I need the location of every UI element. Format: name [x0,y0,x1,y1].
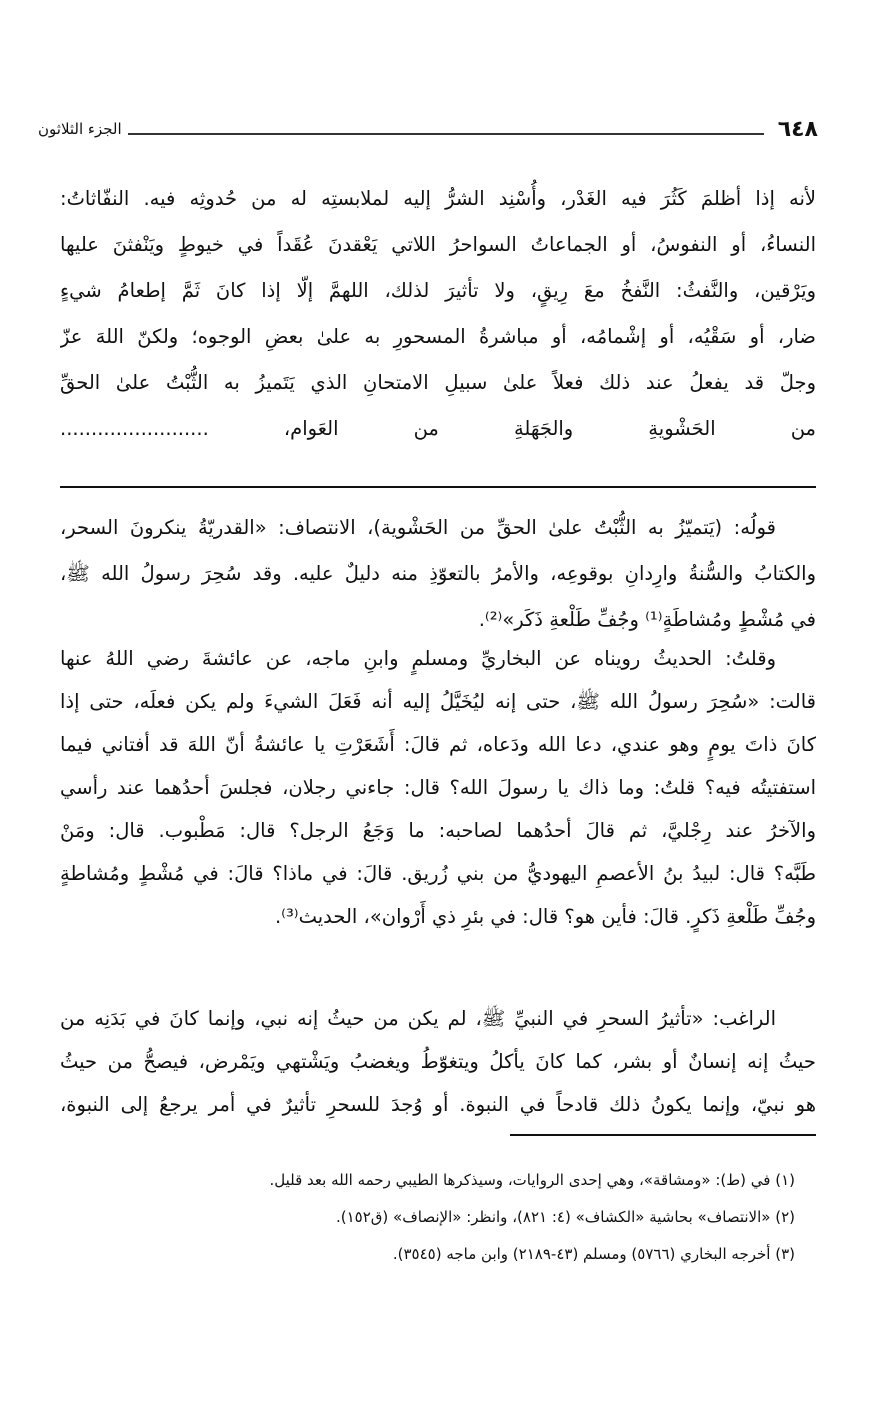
text-line: والكتابُ والسُّنةُ وارِدانِ بوقوعِه، والأمرُ بالتعوّذِ منه دليلٌ عليه. وقد سُحِرَ رسولُ الله ﷺ، [60,562,816,585]
text-line: هو نبيّ، وإنما يكونُ ذلك قادحاً في النبوة. أو وُجدَ للسحرِ تأثيرٌ في أمر يرجعُ إلى النبوة، [60,1093,816,1116]
footnote-1: (١) في (ط): «ومشاقة»، وهي إحدى الروايات، وسيذكرها الطيبي رحمه الله بعد قليل. [269,1171,795,1189]
text-line: من الحَشْويةِ والجَهَلةِ من العَوام، ........................ [60,417,816,440]
text-line: كانَ ذاتَ يومٍ وهو عندي، دعا الله ودَعاه، ثم قالَ: أَشَعَرْتِ يا عائشةُ أنّ اللهَ قد أفتاني فيما [60,733,816,756]
text-line: طَبَّه؟ قال: لبيدُ بنُ الأعصمِ اليهوديُّ من بني زُريق. قالَ: في ماذا؟ قالَ: في مُشْطٍ ومُشاطةٍ [60,862,816,885]
text-line: في مُشْطٍ ومُشاطَةٍ⁽¹⁾ وجُفِّ طَلْعةِ ذَكَر»⁽²⁾. [478,608,816,631]
commentary-paragraph-2 [60,637,816,938]
text-line: ضار، أو سَقْيُه، أو إشْمامُه، أو مباشرةُ المسحورِ به علىٰ بعضِ الوجوه؛ ولكنّ اللهَ عزّ [60,325,816,348]
text-line: وجُفِّ طَلْعةِ ذَكرٍ. قالَ: فأين هو؟ قال: في بئرِ ذي أَرْوان»، الحديث⁽³⁾. [274,905,816,928]
text-line: الراغب: «تأثيرُ السحرِ في النبيِّ ﷺ، لم يكن من حيثُ إنه نبي، وإنما كانَ في بَدَنِه من [60,1007,776,1030]
running-title: الجزء الثلاثون [38,120,122,138]
header-rule [128,133,764,135]
section-divider [60,486,816,488]
footnote-divider [510,1134,816,1136]
text-line: لأنه إذا أظلمَ كَثُرَ فيه الغَدْر، وأُسْنِد الشرُّ إليه لملابستِه له من حُدوثِه فيه. النفّاثاتُ: [60,187,816,210]
main-text [60,176,816,452]
footnote-2: (٢) «الانتصاف» بحاشية «الكشاف» (٤: ٨٢١)، وانظر: «الإنصاف» (ق١٥٢). [336,1208,795,1226]
text-line: والآخرُ عند رِجْليَّ، ثم قالَ أحدُهما لصاحبه: ما وَجَعُ الرجل؟ قال: مَطْبوب. قال: ومَنْ [60,819,816,842]
commentary-paragraph-3 [60,997,816,1126]
text-line: النساءُ، أو النفوسُ، أو الجماعاتُ السواحرُ اللاتي يَعْقدنَ عُقَداً في خيوطٍ ويَنْفثنَ عليها [60,233,816,256]
text-line: استفتيتُه فيه؟ قلتُ: وما ذاك يا رسولَ الله؟ قال: جاءني رجلان، فجلسَ أحدُهما عند رأسي [60,776,816,799]
text-line: قولُه: (يَتميّزُ به الثُّبْتُ علىٰ الحقِّ من الحَشْوية)، الانتصاف: «القدريّةُ ينكرونَ السحر، [60,516,776,539]
text-line: وجلّ قد يفعلُ عند ذلك فعلاً علىٰ سبيلِ الامتحانِ الذي يَتَميزُ به الثُّبْتُ علىٰ الحقِّ [60,371,816,394]
page-number: ٦٤٨ [777,116,818,142]
running-header [38,112,818,146]
text-line: ويَرْقين، والنَّفثُ: النَّفخُ معَ رِيقٍ، ولا تأثيرَ لذلك، اللهمَّ إلّا إذا كانَ ثَمَّ إطعامُ شيءٍ [60,279,816,302]
text-line: حيثُ إنه إنسانٌ أو بشر، كما كانَ يأكلُ ويتغوّطُ ويغضبُ ويَشْتهي ويَمْرض، فيصحُّ من حيثُ [60,1050,816,1073]
text-line: قالت: «سُحِرَ رسولُ الله ﷺ، حتى إنه ليُخَيَّلُ إليه أنه فَعَلَ الشيءَ ولم يكن فعلَه، حتى إذا [60,690,816,713]
footnote-3: (٣) أخرجه البخاري (٥٧٦٦) ومسلم (٤٣-٢١٨٩) وابن ماجه (٣٥٤٥). [392,1245,795,1263]
text-line: وقلتُ: الحديثُ رويناه عن البخاريِّ ومسلمٍ وابنِ ماجه، عن عائشةَ رضي اللهُ عنها [60,647,776,670]
commentary-paragraph-1 [60,505,816,643]
